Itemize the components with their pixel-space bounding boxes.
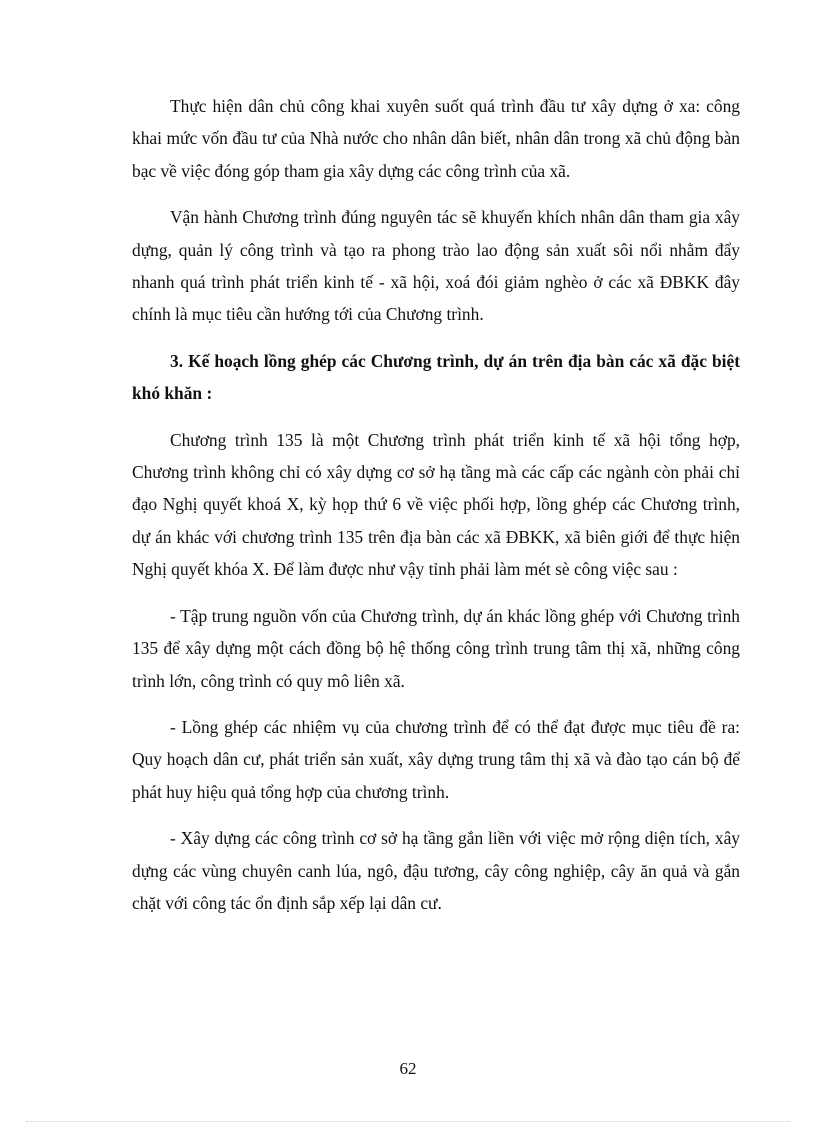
paragraph-program-135: Chương trình 135 là một Chương trình phát triển kinh tế xã hội tổng hợp, Chương trình không chỉ có xây dựng cơ sở hạ tầng mà các cấp các ngành còn phải chỉ đạo Nghị quyết khoá X, kỳ họp thứ 6 về việc phối hợp, lồng ghép các Chương trình, dự án khác với chương trình 135 trên địa bàn các xã ĐBKK, xã biên giới để thực hiện Nghị quyết khóa X. Để làm được như vậy tỉnh phải làm mét sè công việc sau : xyxy=(132,429,740,580)
list-item-tasks: - Lồng ghép các nhiệm vụ của chương trình để có thể đạt được mục tiêu đề ra: Quy hoạch dân cư, phát triển sản xuất, xây dựng trung tâm thị xã và đào tạo cán bộ để phát huy hiệu quả tổng hợp của chương trình. xyxy=(132,716,740,802)
section-heading: 3. Kế hoạch lồng ghép các Chương trình, dự án trên địa bàn các xã đặc biệt khó khăn : xyxy=(132,350,740,404)
paragraph-democracy: Thực hiện dân chủ công khai xuyên suốt quá trình đầu tư xây dựng ở xa: công khai mức vốn đầu tư của Nhà nước cho nhân dân biết, nhân dân trong xã chủ động bàn bạc về việc đóng góp tham gia xây dựng các công trình của xã. xyxy=(132,96,740,181)
list-item-funding: - Tập trung nguồn vốn của Chương trình, dự án khác lồng ghép với Chương trình 135 để xây dựng một cách đồng bộ hệ thống công trình trung tâm thị xã, những công trình lớn, công trình có quy mô liên xã. xyxy=(132,605,740,691)
page-bottom-divider xyxy=(26,1121,790,1122)
paragraph-operation: Vận hành Chương trình đúng nguyên tác sẽ khuyến khích nhân dân tham gia xây dựng, quản lý công trình và tạo ra phong trào lao động sản xuất sôi nổi nhằm đẩy nhanh quá trình phát triển kinh tế - xã hội, xoá đói giảm nghèo ở các xã ĐBKK đây chính là mục tiêu cần hướng tới của Chương trình. xyxy=(132,207,740,325)
page-number: 62 xyxy=(399,1059,417,1078)
document-body xyxy=(132,90,740,933)
list-item-infrastructure: - Xây dựng các công trình cơ sở hạ tầng gắn liền với việc mở rộng diện tích, xây dựng các vùng chuyên canh lúa, ngô, đậu tương, cây công nghiệp, cây ăn quả và gắn chặt với công tác ổn định sắp xếp lại dân cư. xyxy=(132,828,740,913)
